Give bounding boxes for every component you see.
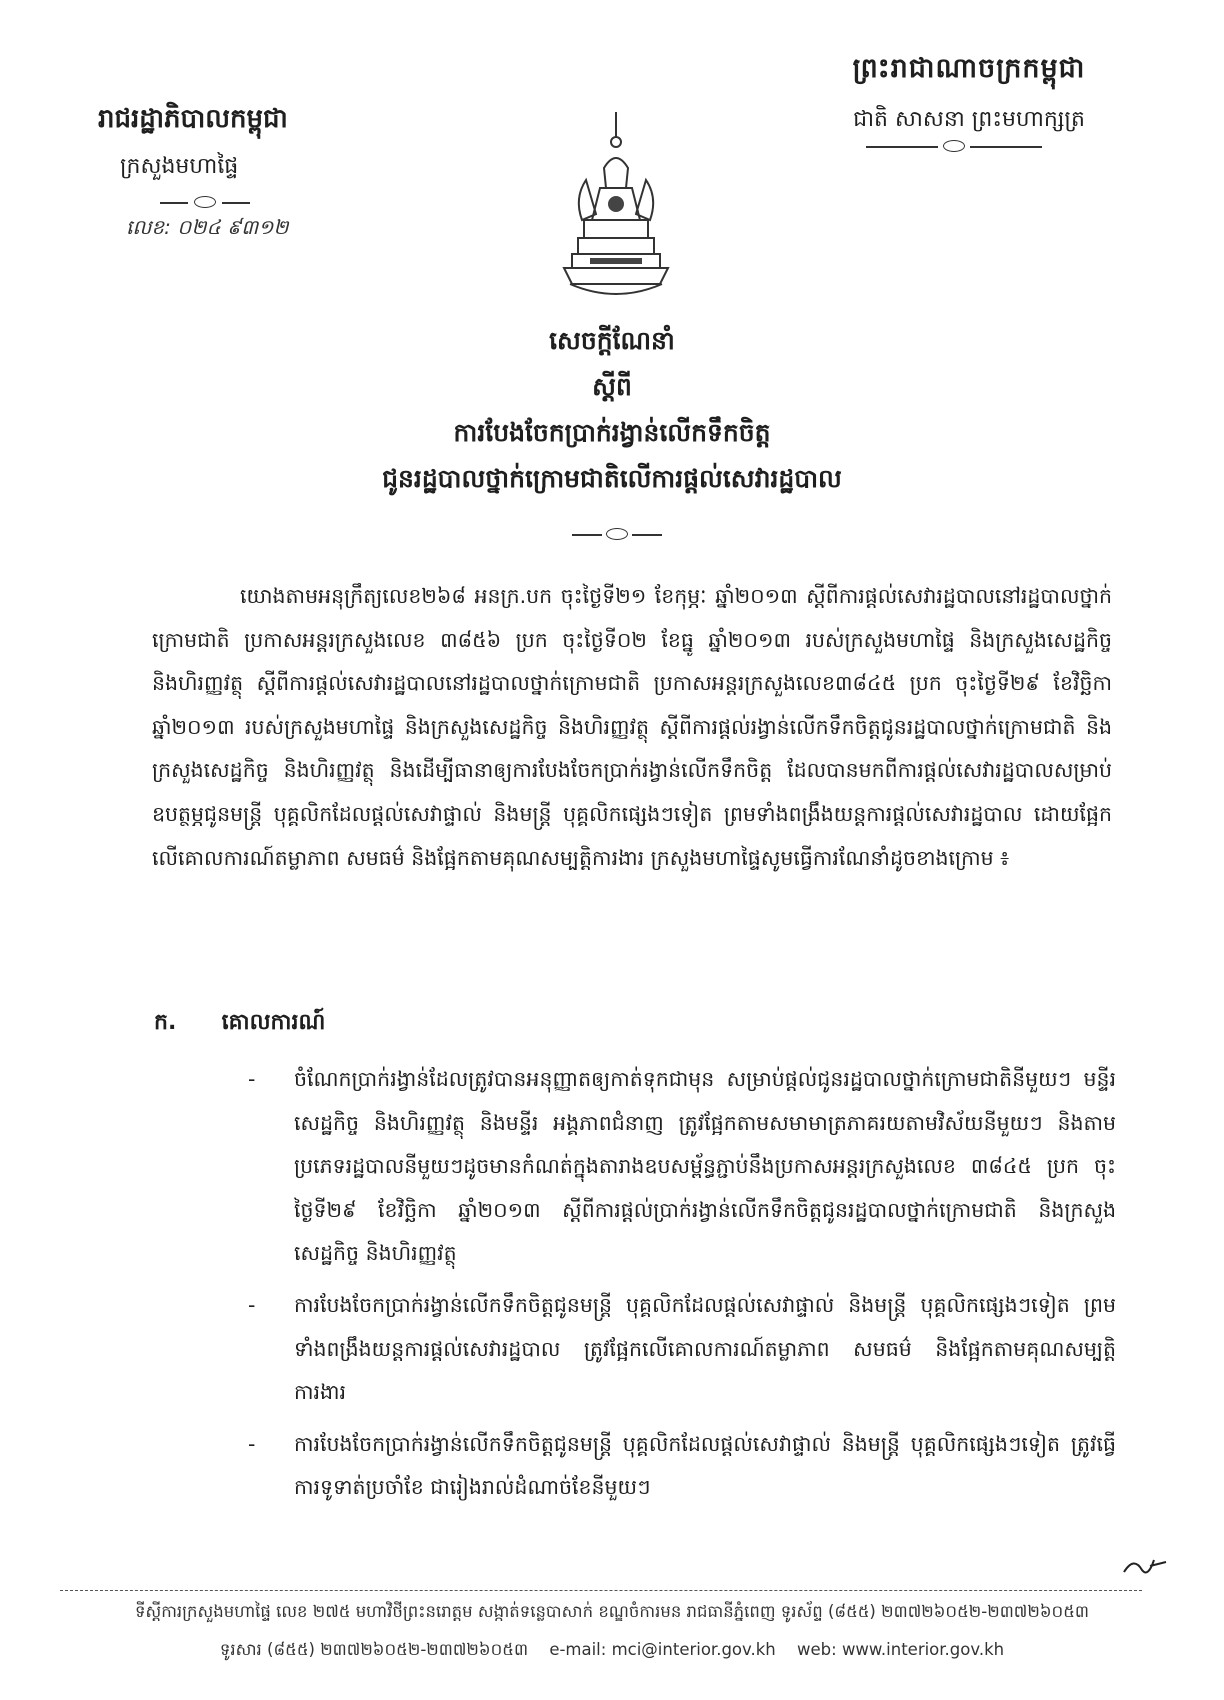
- intro-paragraph: [152, 575, 1112, 880]
- ministry-ornament: [160, 196, 250, 210]
- list-item-text: ការបែងចែកប្រាក់រង្វាន់លើកទឹកចិត្តជូនមន្ត្រី បុគ្គលិកដែលផ្តល់សេវាផ្ទាល់ និងមន្ត្រី បុគ្គលិកផ្សេងៗទៀត ត្រូវធ្វើការទូទាត់ប្រចាំខែ ជារៀងរាល់ដំណាច់ខែនីមួយៗ: [294, 1431, 1116, 1500]
- footer-fax: ទូរសារ (៨៥៥) ២៣៧២៦០៥២-២៣៧២៦០៥៣: [219, 1640, 529, 1659]
- title-subject-line1: ការបែងចែកប្រាក់រង្វាន់លើកទឹកចិត្ត: [453, 418, 771, 447]
- reference-number: លេខ: ០២៤ ៩៣១២: [126, 215, 289, 239]
- footer-address: ទីស្តីការក្រសួងមហាផ្ទៃ លេខ ២៧៥ មហាវិថីព្រះនរោត្តម សង្កាត់ទន្លេបាសាក់ ខណ្ឌចំការមន រាជធានីភ្នំពេញ ទូរស័ព្ទ (៨៥៥) ២៣៧២៦០៥២-២៣៧២៦០៥៣: [135, 1602, 1089, 1621]
- title-ornament: [572, 528, 662, 542]
- footer-website[interactable]: web: www.interior.gov.kh: [797, 1640, 1005, 1659]
- kingdom-title: ព្រះរាជាណាចក្រកម្ពុជា: [852, 53, 1086, 84]
- list-item: [248, 1423, 1116, 1510]
- document-titles: [0, 318, 1224, 502]
- bullet-dash: -: [248, 1067, 256, 1091]
- bullet-dash: -: [248, 1292, 256, 1317]
- ministry-name: ក្រសួងមហាផ្ទៃ: [120, 154, 239, 179]
- motto-ornament: [866, 140, 1042, 154]
- section-label: ក.: [154, 1010, 177, 1035]
- list-item: [248, 1058, 1116, 1276]
- royal-emblem-icon: [556, 108, 676, 304]
- section-title: គោលការណ៍: [221, 1010, 326, 1035]
- document-title: សេចក្តីណែនាំ: [549, 326, 675, 355]
- footer-contacts: [0, 1640, 1224, 1664]
- bullet-dash: -: [248, 1431, 256, 1456]
- national-motto: ជាតិ សាសនា ព្រះមហាក្សត្រ: [853, 107, 1085, 132]
- kingdom-header: [814, 52, 1124, 137]
- list-item: [248, 1284, 1116, 1415]
- title-subject-line2: ជូនរដ្ឋបាលថ្នាក់ក្រោមជាតិលើការផ្តល់សេវារដ្ឋបាល: [382, 464, 842, 493]
- section-heading: [154, 1008, 325, 1040]
- list-item-text: ការបែងចែកប្រាក់រង្វាន់លើកទឹកចិត្តជូនមន្ត្រី បុគ្គលិកដែលផ្តល់សេវាផ្ទាល់ និងមន្ត្រី បុគ្គលិកផ្សេងៗទៀត ព្រមទាំងពង្រឹងយន្តការផ្តល់សេវារដ្ឋបាល ត្រូវផ្អែកលើគោលការណ៍តម្លាភាព សមធម៌ និងផ្អែកតាមគុណសម្បត្តិការងារ: [294, 1292, 1116, 1405]
- intro-text: យោងតាមអនុក្រឹត្យលេខ២៦៨ អនក្រ.បក ចុះថ្ងៃទី២១ ខែកុម្ភៈ ឆ្នាំ២០១៣ ស្តីពីការផ្តល់សេវារដ្ឋបាលនៅរដ្ឋបាលថ្នាក់ក្រោមជាតិ ប្រកាសអន្តរក្រសួងលេខ ៣៨៥៦ ប្រក ចុះថ្ងៃទី០២ ខែធ្នូ ឆ្នាំ២០១៣ របស់ក្រសួងមហាផ្ទៃ និងក្រសួងសេដ្ឋកិច្ច និងហិរញ្ញវត្ថុ ស្តីពីការផ្តល់សេវារដ្ឋបាលនៅរដ្ឋបាលថ្នាក់ក្រោមជាតិ ប្រកាសអន្តរក្រសួងលេខ៣៨៤៥ ប្រក ចុះថ្ងៃទី២៩ ខែវិច្ឆិកា ឆ្នាំ២០១៣ របស់ក្រសួងមហាផ្ទៃ និងក្រសួងសេដ្ឋកិច្ច និងហិរញ្ញវត្ថុ ស្តីពីការផ្តល់រង្វាន់លើកទឹកចិត្តជូនរដ្ឋបាលថ្នាក់ក្រោមជាតិ និងក្រសួងសេដ្ឋកិច្ច និងហិរញ្ញវត្ថុ និងដើម្បីធានាឲ្យការបែងចែកប្រាក់រង្វាន់លើកទឹកចិត្ត ដែលបានមកពីការផ្តល់សេវារដ្ឋបាលសម្រាប់ឧបត្ថម្ភជូនមន្ត្រី បុគ្គលិកដែលផ្តល់សេវាផ្ទាល់ និងមន្ត្រី បុគ្គលិកផ្សេងៗទៀត ព្រមទាំងពង្រឹងយន្តការផ្តល់សេវារដ្ឋបាល ដោយផ្អែកលើគោលការណ៍តម្លាភាព សមធម៌ និងផ្អែកតាមគុណសម្បត្តិការងារ ក្រសួងមហាផ្ទៃសូមធ្វើការណែនាំដូចខាងក្រោម ៖: [152, 584, 1112, 870]
- government-name: រាជរដ្ឋាភិបាលកម្ពុជា: [98, 104, 288, 134]
- list-item-text: ចំណែកប្រាក់រង្វាន់ដែលត្រូវបានអនុញ្ញាតឲ្យកាត់ទុកជាមុន សម្រាប់ផ្តល់ជូនរដ្ឋបាលថ្នាក់ក្រោមជាតិនីមួយៗ មន្ទីរសេដ្ឋកិច្ច និងហិរញ្ញវត្ថុ និងមន្ទីរ អង្គភាពជំនាញ ត្រូវផ្អែកតាមសមាមាត្រភាគរយតាមវិស័យនីមួយៗ និងតាមប្រភេទរដ្ឋបាលនីមួយៗដូចមានកំណត់ក្នុងតារាងឧបសម្ព័ន្ធភ្ជាប់នឹងប្រកាសអន្តរក្រសួងលេខ ៣៨៤៥ ប្រក ចុះថ្ងៃទី២៩ ខែវិច្ឆិកា ឆ្នាំ២០១៣ ស្តីពីការផ្តល់ប្រាក់រង្វាន់លើកទឹកចិត្តជូនរដ្ឋបាលថ្នាក់ក្រោមជាតិ និងក្រសួងសេដ្ឋកិច្ច និងហិរញ្ញវត្ថុ: [294, 1067, 1116, 1266]
- government-header: [98, 102, 368, 244]
- footer-email[interactable]: e-mail: mci@interior.gov.kh: [549, 1640, 776, 1659]
- title-about: ស្តីពី: [592, 372, 632, 401]
- initials-signature-icon: [1120, 1552, 1168, 1578]
- principles-list: [248, 1058, 1116, 1518]
- footer-divider: [60, 1590, 1142, 1591]
